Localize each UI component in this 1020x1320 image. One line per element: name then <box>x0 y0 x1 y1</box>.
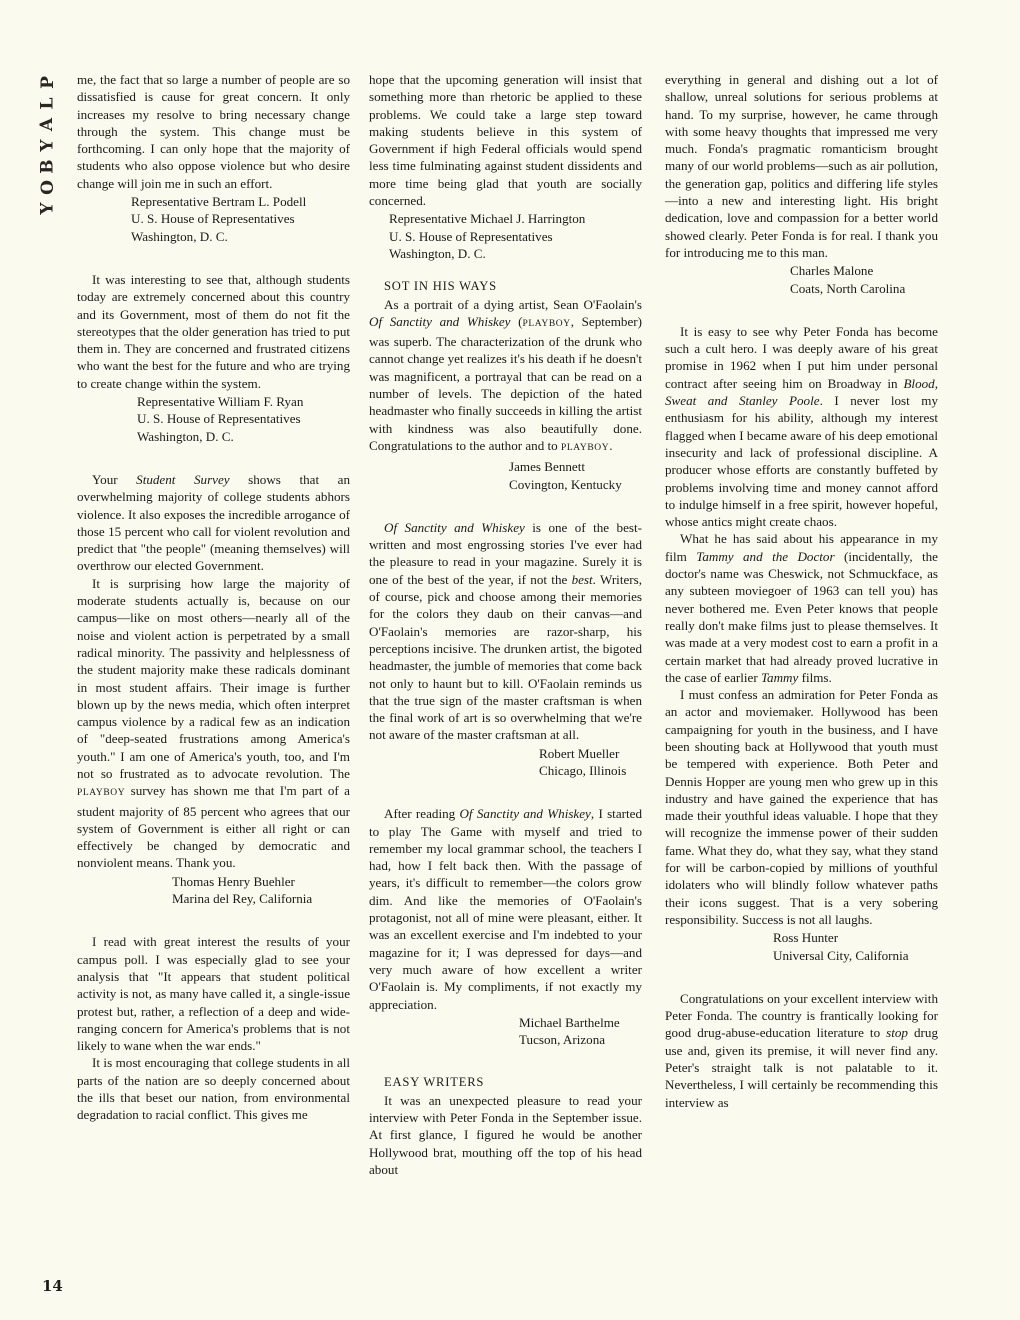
story-title: Of Sanctity and Whiskey <box>384 519 525 535</box>
letter-signature <box>77 193 350 245</box>
magazine-name: PLAYBOY <box>561 442 610 453</box>
signature-location: Washington, D. C. <box>137 428 234 444</box>
letter-paragraph: I must confess an admiration for Peter Fonda as an actor and moviemaker. Hollywood has been campaigning for youth in the business, and I have been shouting back at Hollywood that youth must be tempered with experience. Both Peter and Dennis Hopper are young men who grew up in this industry and have gained the experience that has made their youthful ideas valuable. I hope that they will recognize the immense power of their sudden fame. What they do, what they say, what they stand for will be carbon-copied by millions of youthful idolaters who will blindly follow whatever paths their icons suggest. That is a very sobering responsibility. Success is not all laughs. <box>665 687 938 927</box>
letter-paragraph: Congratulations on your excellent interview with Peter Fonda. The country is frantically looking for good drug-abuse-education literature to stop drug use and, given its premise, it will never find any. Peter's straight talk is not palatable to it. Nevertheless, I will certainly be recommending this interview as <box>665 990 938 1110</box>
masthead-letter: P <box>37 76 58 89</box>
signature-location: Chicago, Illinois <box>539 762 627 778</box>
masthead-letter: Y <box>37 139 58 152</box>
letter-paragraph: It is most encouraging that college students in all parts of the nation are so deeply concerned about the ills that beset our nation, from environmental degradation to racial conflict. This gives me <box>77 1055 350 1123</box>
column-3 <box>665 71 938 1111</box>
page-number: 14 <box>42 1277 63 1295</box>
magazine-title: Student Survey <box>136 471 230 487</box>
letter-paragraph: After reading Of Sanctity and Whiskey, I started to play The Game with myself and tried to remember my local grammar school, the teachers I had, how I felt back then. With the passage of years, it's difficult to remember—the colors grow dim. And like the memories of O'Faolain's protagonist, not all of mine were pleasant, either. It was an excellent exercise and I'm indebted to your magazine for it; I was depressed for days—and very much aware of how excellent a writer O'Faolain is. My compliments, if not exactly my appreciation. <box>369 806 642 1012</box>
signature-title: U. S. House of Representatives <box>131 211 295 227</box>
letter-paragraph: It is easy to see why Peter Fonda has become such a cult hero. I was deeply aware of his great promise in 1962 when I put him under personal contract after seeing him on Broadway in Blood, Sweat and Stanley Poole. I never lost my enthusiasm for his ability, although my interest flagged when I became aware of his deep emotional insecurity and lack of professional discipline. A producer whose efforts are constantly buffeted by problems involving time and money cannot afford to indulge himself in a free spirit, however hopeful, whose antics might create chaos. <box>665 323 938 530</box>
masthead <box>38 72 58 219</box>
signature-name: Representative William F. Ryan <box>137 394 304 410</box>
letter-paragraph: It is surprising how large the majority of moderate students actually is, because on our campus—like on most others—nearly all of the noise and violent action is perpetrated by a small radical minority. The passivity and helplessness of the student majority make these radicals dominant in most student affairs. Their image is further blown up by the news media, which often interpret campus violence by a radical few as an indication of "deep-seated frustrations among America's youth." I am one of America's youth, too, and I'm not so frustrated as to advocate revolution. The PLAYBOY survey has shown me that I'm part of a student majority of 85 percent who agrees that our system of Government is either all right or can effectively be changed by democratic and nonviolent means. Thank you. <box>77 575 350 871</box>
signature-title: U. S. House of Representatives <box>137 411 301 427</box>
signature-name: Thomas Henry Buehler <box>172 873 295 889</box>
letter-paragraph: What he has said about his appearance in my film Tammy and the Doctor (incidentally, the doctor's name was Cheswick, not Schmuckface, as any subteen moviegoer of 1963 can tell you) has never bothered me. Even Peter knows that people really don't make films just to please themselves. It was made at a very modest cost to earn a profit in a certain market that had already proved lucrative in the case of earlier Tammy films. <box>665 531 938 685</box>
magazine-name: PLAYBOY <box>77 788 126 799</box>
letter-paragraph: As a portrait of a dying artist, Sean O'Faolain's Of Sanctity and Whiskey (PLAYBOY, September) was superb. The characterization of the drunk who cannot change yet realizes it's his death if he doesn't was magnificent, a portrayal that can be read on a number of levels. The depiction of the hated headmaster who finally succeeds in killing the artist with kindness was also beautifully done. Congratulations to the author and to PLAYBOY. <box>369 296 642 453</box>
signature-name: James Bennett <box>509 459 585 475</box>
masthead-letter: O <box>37 180 58 195</box>
letter-signature <box>77 393 350 445</box>
signature-location: Washington, D. C. <box>389 245 486 261</box>
masthead-letter: B <box>37 159 58 174</box>
letter-paragraph: It was an unexpected pleasure to read your interview with Peter Fonda in the September issue. At first glance, I figured he would be another Hollywood brat, mouthing off the top of his head about <box>369 1092 642 1177</box>
letter-paragraph: everything in general and dishing out a lot of shallow, unreal solutions for serious problems at hand. To my surprise, however, he came through with some heavy thoughts that impressed me very much. Fonda's pragmatic romanticism brought many of our world problems—such as air pollution, the generation gap, politics and differing life styles—into a new and interesting light. His bright dedication, love and compassion for a better world showed clearly. Peter Fonda is for real. I thank you for introducing me to this man. <box>665 72 938 260</box>
letter-paragraph: hope that the upcoming generation will insist that something more than rhetoric be applied to these problems. We could take a large step toward making students believe in this system of Government if high Federal officials would spend less time fulminating against student dissidents and more time being glad that youth are socially concerned. <box>369 72 642 209</box>
signature-name: Representative Bertram L. Podell <box>131 194 307 210</box>
letter-paragraph: It was interesting to see that, although students today are extremely concerned about this country and its Government, most of them do not fit the stereotypes that the older generation has tried to put them in. They are concerned and frustrated citizens who want the best for the future and who are trying to create change within the system. <box>77 271 350 391</box>
letter-signature <box>77 873 350 908</box>
emphasis: stop <box>886 1025 908 1041</box>
letter-signature <box>665 262 938 297</box>
letter-signature <box>369 210 642 262</box>
letter-paragraph: me, the fact that so large a number of people are so dissatisfied is cause for great concern. It only increases my resolve to bring necessary change through the system. This change must be forthcoming. I can only hope that the majority of students who also oppose violence but who desire change will join me in such an effort. <box>77 72 350 191</box>
signature-location: Washington, D. C. <box>131 228 228 244</box>
signature-location: Marina del Rey, California <box>172 891 313 907</box>
masthead-letter: A <box>37 117 58 132</box>
signature-name: Representative Michael J. Harrington <box>389 211 586 227</box>
masthead-letter: L <box>37 97 58 110</box>
signature-location: Covington, Kentucky <box>509 476 622 492</box>
story-title: Of Sanctity and Whiskey <box>459 806 591 822</box>
letter-paragraph: I read with great interest the results of your campus poll. I was especially glad to see your analysis that "It appears that student political activity is not, as many have called it, a single-issue protest but, rather, a reflection of a deep and wide-ranging concern for America's problems that is not likely to wane when the war ends." <box>77 934 350 1054</box>
letter-paragraph: Of Sanctity and Whiskey is one of the best-written and most engrossing stories I've ever had the pleasure to read in your magazine. Surely it is one of the best of the year, if not the best. Writers, of course, pick and choose among their memories for the colors they daub on their canvas—and O'Faolain's memories are razor-sharp, his perceptions incisive. The drunken artist, the bigoted headmaster, the jumble of memories that come back not only to haunt but to kill. O'Faolain reminds us that the true sign of the master craftsman is when the final work of art is so overwhelming that we're not aware of the master craftsman at all. <box>369 519 642 743</box>
signature-title: U. S. House of Representatives <box>389 228 553 244</box>
signature-name: Ross Hunter <box>773 930 839 946</box>
column-1 <box>77 71 350 1124</box>
film-title: Tammy and the Doctor <box>696 548 835 564</box>
signature-name: Michael Barthelme <box>519 1014 620 1030</box>
letter-signature <box>369 1014 642 1049</box>
film-title: Tammy <box>760 669 799 685</box>
emphasis: best <box>571 571 593 587</box>
signature-location: Coats, North Carolina <box>790 280 906 296</box>
play-title: Blood, Sweat and Stanley Poole <box>665 375 938 409</box>
masthead-letter: Y <box>37 202 58 215</box>
signature-location: Universal City, California <box>773 947 909 963</box>
section-heading: EASY WRITERS <box>384 1075 485 1090</box>
story-title: Of Sanctity and Whiskey <box>369 313 511 329</box>
signature-name: Charles Malone <box>790 263 874 279</box>
letter-signature <box>369 745 642 780</box>
magazine-name: PLAYBOY <box>522 318 571 329</box>
letter-paragraph: Your Student Survey shows that an overwhelming majority of college students abhors violence. It also exposes the incredible arrogance of those 15 percent who call for violent revolution and predict that "the people" (meaning themselves) will overthrow our elected Government. <box>77 471 350 574</box>
signature-location: Tucson, Arizona <box>519 1032 606 1048</box>
section-heading: SOT IN HIS WAYS <box>384 279 497 294</box>
letter-signature <box>665 929 938 964</box>
signature-name: Robert Mueller <box>539 745 620 761</box>
letter-signature <box>369 458 642 493</box>
column-2 <box>369 71 642 1178</box>
